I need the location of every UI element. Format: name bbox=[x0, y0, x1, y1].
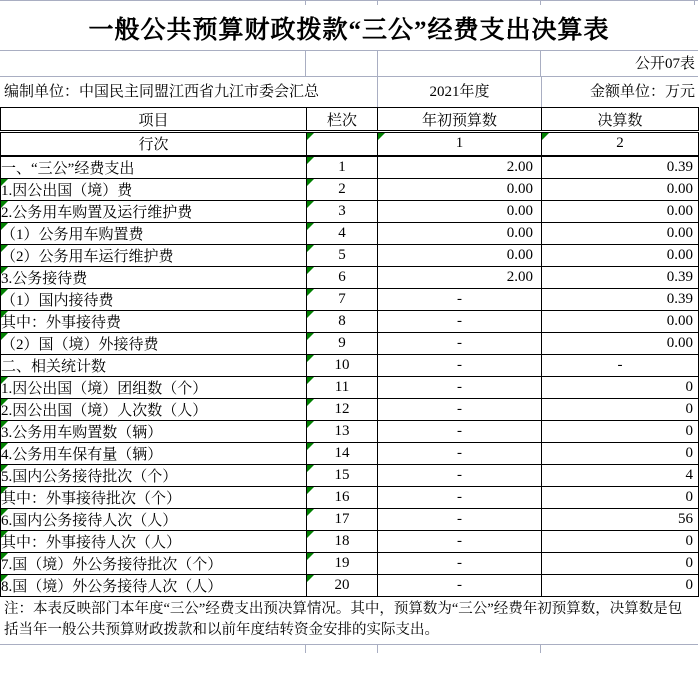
gridline-stub bbox=[305, 645, 306, 653]
line-cell[interactable]: 20 bbox=[307, 574, 378, 596]
gridline-stub bbox=[540, 51, 541, 77]
table-row bbox=[1, 376, 699, 398]
row-line-label[interactable]: 行次 bbox=[1, 132, 307, 156]
table-row bbox=[1, 574, 699, 596]
gridline-stub bbox=[377, 1, 378, 5]
final-cell[interactable]: 0.39 bbox=[542, 266, 699, 288]
table-row bbox=[1, 552, 699, 574]
meta-row bbox=[0, 77, 698, 107]
item-cell[interactable]: 1.因公出国（境）团组数（个） bbox=[1, 376, 307, 398]
final-cell[interactable]: 0 bbox=[542, 530, 699, 552]
table-row bbox=[1, 464, 699, 486]
final-cell[interactable]: 0.00 bbox=[542, 222, 699, 244]
budget-cell[interactable]: - bbox=[378, 310, 542, 332]
column-number-1[interactable]: 1 bbox=[378, 132, 542, 156]
page-title: 一般公共预算财政拨款“三公”经费支出决算表 bbox=[88, 16, 610, 44]
item-cell[interactable]: 7.国（境）外公务接待批次（个） bbox=[1, 552, 307, 574]
gridline-stub bbox=[540, 1, 541, 5]
gridline-stub bbox=[305, 1, 306, 5]
line-label-empty-cell[interactable] bbox=[307, 132, 378, 156]
item-cell[interactable]: 3.公务用车购置数（辆） bbox=[1, 420, 307, 442]
table-row bbox=[1, 332, 699, 354]
line-cell[interactable]: 1 bbox=[307, 156, 378, 179]
gridline-stub bbox=[694, 1, 695, 5]
column-number-2[interactable]: 2 bbox=[542, 132, 699, 156]
table-row bbox=[1, 442, 699, 464]
line-cell[interactable]: 13 bbox=[307, 420, 378, 442]
table-row bbox=[1, 310, 699, 332]
final-cell[interactable]: 0.00 bbox=[542, 200, 699, 222]
item-cell[interactable]: 1.因公出国（境）费 bbox=[1, 178, 307, 200]
line-cell[interactable]: 6 bbox=[307, 266, 378, 288]
final-cell[interactable]: 0 bbox=[542, 442, 699, 464]
final-cell[interactable]: 0.39 bbox=[542, 288, 699, 310]
line-cell[interactable]: 18 bbox=[307, 530, 378, 552]
line-cell[interactable]: 8 bbox=[307, 310, 378, 332]
gridline-stub bbox=[377, 645, 378, 653]
line-cell[interactable]: 15 bbox=[307, 464, 378, 486]
budget-cell[interactable]: - bbox=[378, 530, 542, 552]
table-row bbox=[1, 200, 699, 222]
table-row bbox=[1, 508, 699, 530]
gridline-strip-top bbox=[0, 0, 698, 5]
item-cell[interactable]: 其中：外事接待费 bbox=[1, 310, 307, 332]
final-cell[interactable]: 4 bbox=[542, 464, 699, 486]
table-row bbox=[1, 266, 699, 288]
table-row bbox=[1, 398, 699, 420]
line-cell[interactable]: 19 bbox=[307, 552, 378, 574]
line-cell[interactable]: 17 bbox=[307, 508, 378, 530]
final-cell[interactable]: 0.00 bbox=[542, 332, 699, 354]
item-cell[interactable]: 4.公务用车保有量（辆） bbox=[1, 442, 307, 464]
table-row bbox=[1, 222, 699, 244]
table-code: 公开07表 bbox=[634, 56, 695, 72]
final-cell[interactable]: 0 bbox=[542, 486, 699, 508]
gridline-strip-bottom bbox=[0, 645, 698, 653]
budget-cell[interactable]: - bbox=[378, 288, 542, 310]
line-cell[interactable]: 3 bbox=[307, 200, 378, 222]
line-cell[interactable]: 4 bbox=[307, 222, 378, 244]
final-cell[interactable]: 0.39 bbox=[542, 156, 699, 179]
line-cell[interactable]: 2 bbox=[307, 178, 378, 200]
budget-table bbox=[0, 107, 699, 597]
col-header-budget[interactable]: 年初预算数 bbox=[378, 108, 542, 132]
budget-cell[interactable]: 0.00 bbox=[378, 200, 542, 222]
amount-unit: 金额单位：万元 bbox=[541, 77, 698, 107]
item-cell[interactable]: 一、“三公”经费支出 bbox=[1, 156, 307, 179]
item-cell[interactable]: 3.公务接待费 bbox=[1, 266, 307, 288]
line-cell[interactable]: 5 bbox=[307, 244, 378, 266]
item-cell[interactable]: 6.国内公务接待人次（人） bbox=[1, 508, 307, 530]
fiscal-year: 2021年度 bbox=[377, 77, 541, 107]
final-cell[interactable]: 56 bbox=[542, 508, 699, 530]
table-row bbox=[1, 288, 699, 310]
item-cell[interactable]: （1）国内接待费 bbox=[1, 288, 307, 310]
budget-cell[interactable]: - bbox=[378, 552, 542, 574]
table-row bbox=[1, 244, 699, 266]
line-cell[interactable]: 14 bbox=[307, 442, 378, 464]
title-row bbox=[0, 5, 698, 51]
final-cell[interactable]: 0 bbox=[542, 398, 699, 420]
prepared-by: 编制单位：中国民主同盟江西省九江市委会汇总 bbox=[4, 84, 320, 100]
item-cell[interactable]: 二、相关统计数 bbox=[1, 354, 307, 376]
table-row bbox=[1, 156, 699, 179]
gridline-stub bbox=[377, 51, 378, 77]
budget-cell[interactable]: 0.00 bbox=[378, 244, 542, 266]
budget-cell[interactable]: - bbox=[378, 420, 542, 442]
budget-cell[interactable]: - bbox=[378, 486, 542, 508]
budget-cell[interactable]: 0.00 bbox=[378, 178, 542, 200]
budget-cell[interactable]: - bbox=[378, 332, 542, 354]
line-cell[interactable]: 12 bbox=[307, 398, 378, 420]
item-cell[interactable]: （2）公务用车运行维护费 bbox=[1, 244, 307, 266]
item-cell[interactable]: 其中：外事接待批次（个） bbox=[1, 486, 307, 508]
final-cell[interactable]: 0 bbox=[542, 420, 699, 442]
budget-cell[interactable]: - bbox=[378, 376, 542, 398]
col-header-final[interactable]: 决算数 bbox=[542, 108, 699, 132]
final-cell[interactable]: 0.00 bbox=[542, 310, 699, 332]
budget-cell[interactable]: - bbox=[378, 442, 542, 464]
item-cell[interactable]: 其中：外事接待人次（人） bbox=[1, 530, 307, 552]
col-header-line[interactable]: 栏次 bbox=[307, 108, 378, 132]
table-code-row bbox=[0, 51, 698, 77]
col-header-item[interactable]: 项目 bbox=[1, 108, 307, 132]
final-cell[interactable]: 0.00 bbox=[542, 178, 699, 200]
table-row bbox=[1, 354, 699, 376]
item-cell[interactable]: 5.国内公务接待批次（个） bbox=[1, 464, 307, 486]
budget-cell[interactable]: - bbox=[378, 574, 542, 596]
footnote: 注：本表反映部门本年度“三公”经费支出预决算情况。其中，预算数为“三公”经费年初预算数，决算数是包括当年一般公共预算财政拨款和以前年度结转资金安排的实际支出。 bbox=[0, 597, 698, 645]
budget-cell[interactable]: - bbox=[378, 398, 542, 420]
line-cell[interactable]: 11 bbox=[307, 376, 378, 398]
table-row bbox=[1, 420, 699, 442]
table-body bbox=[1, 108, 699, 597]
gridline-stub bbox=[540, 645, 541, 653]
final-cell[interactable]: 0 bbox=[542, 376, 699, 398]
budget-cell[interactable]: 2.00 bbox=[378, 156, 542, 179]
line-cell[interactable]: 7 bbox=[307, 288, 378, 310]
item-cell[interactable]: 2.因公出国（境）人次数（人） bbox=[1, 398, 307, 420]
line-cell[interactable]: 10 bbox=[307, 354, 378, 376]
line-cell[interactable]: 16 bbox=[307, 486, 378, 508]
gridline-stub bbox=[305, 51, 306, 77]
budget-cell[interactable]: - bbox=[378, 508, 542, 530]
line-cell[interactable]: 9 bbox=[307, 332, 378, 354]
item-cell[interactable]: 8.国（境）外公务接待人次（人） bbox=[1, 574, 307, 596]
budget-cell[interactable]: 0.00 bbox=[378, 222, 542, 244]
header-row bbox=[1, 108, 699, 132]
final-cell[interactable]: 0.00 bbox=[542, 244, 699, 266]
item-cell[interactable]: （2）国（境）外接待费 bbox=[1, 332, 307, 354]
table-row bbox=[1, 530, 699, 552]
final-cell[interactable]: - bbox=[542, 354, 699, 376]
item-cell[interactable]: （1）公务用车购置费 bbox=[1, 222, 307, 244]
budget-cell[interactable]: - bbox=[378, 464, 542, 486]
table-row bbox=[1, 178, 699, 200]
table-row bbox=[1, 486, 699, 508]
final-cell[interactable]: 0 bbox=[542, 574, 699, 596]
final-cell[interactable]: 0 bbox=[542, 552, 699, 574]
item-cell[interactable]: 2.公务用车购置及运行维护费 bbox=[1, 200, 307, 222]
line-number-row bbox=[1, 132, 699, 156]
budget-cell[interactable]: 2.00 bbox=[378, 266, 542, 288]
budget-cell[interactable]: - bbox=[378, 354, 542, 376]
